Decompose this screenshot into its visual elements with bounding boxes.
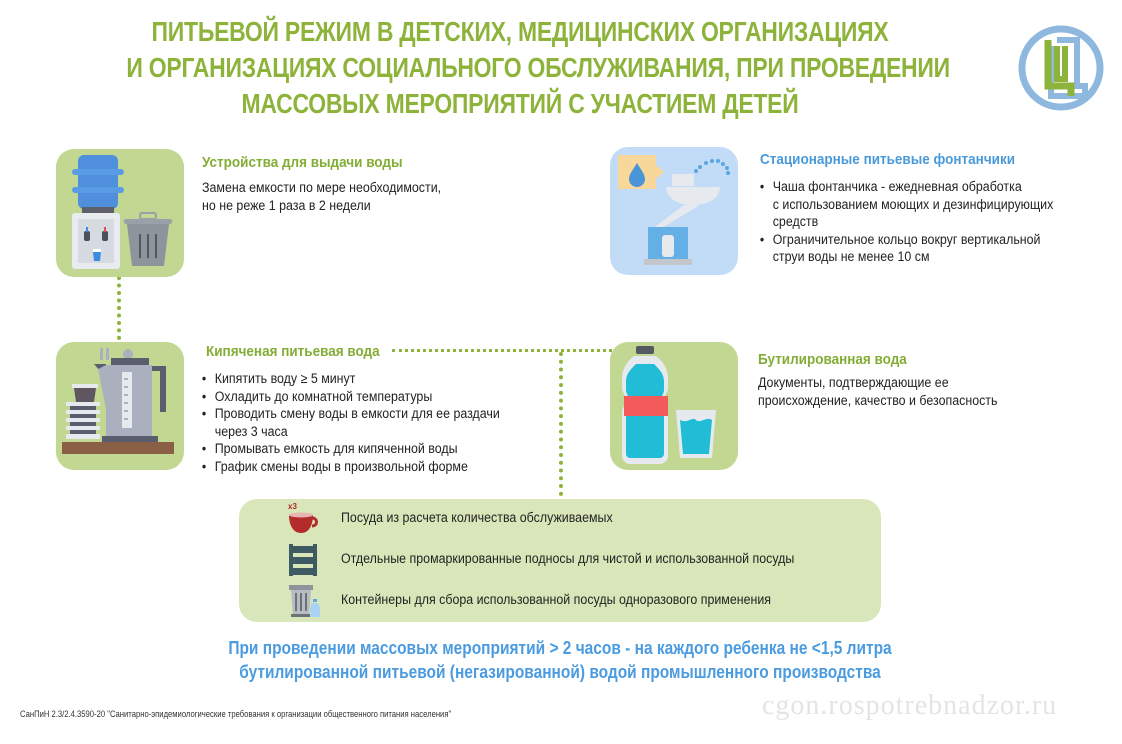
panel-item bbox=[239, 542, 881, 578]
bullet-item bbox=[758, 231, 1053, 266]
bullet-item bbox=[200, 458, 500, 476]
section-text-fountains bbox=[758, 178, 1053, 266]
section-text-dispensers bbox=[202, 179, 441, 214]
text-line: • Проводить смену воды в емкости для ее раздачи bbox=[214, 406, 500, 421]
text-line: через 3 часа bbox=[214, 423, 288, 439]
text-line: средств bbox=[772, 214, 819, 229]
kettle-icon bbox=[56, 342, 184, 470]
section-text-bottled bbox=[758, 374, 997, 409]
text-line: струи воды не менее 10 см bbox=[772, 249, 930, 264]
text-line: Замена емкости по мере необходимости, bbox=[202, 180, 442, 195]
requirements-panel bbox=[239, 499, 881, 622]
bullet-item bbox=[200, 440, 500, 458]
bottle-and-glass-icon bbox=[610, 342, 738, 470]
panel-item-text: Контейнеры для сбора использованной посуды одноразового применения bbox=[341, 592, 772, 607]
connector-line bbox=[559, 352, 563, 496]
cgon-logo-icon bbox=[1017, 24, 1105, 112]
section-heading-bottled: Бутилированная вода bbox=[758, 351, 907, 368]
title-line-2: И ОРГАНИЗАЦИЯХ СОЦИАЛЬНОГО ОБСЛУЖИВАНИЯ, ПРИ ПРОВЕДЕНИИ bbox=[126, 52, 950, 83]
text-line: • Кипятить воду ≥ 5 минут bbox=[214, 371, 356, 386]
text-line: • Охладить до комнатной температуры bbox=[214, 388, 433, 404]
site-watermark: cgon.rospotrebnadzor.ru bbox=[762, 690, 1058, 721]
panel-item-text: Отдельные промаркированные подносы для чистой и использованной посуды bbox=[341, 551, 795, 566]
section-heading-boiled: Кипяченая питьевая вода bbox=[206, 343, 380, 360]
text-line: • Чаша фонтанчика - ежедневная обработка bbox=[772, 179, 1022, 194]
notice-line: При проведении массовых мероприятий > 2 часов - на каждого ребенка не <1,5 литра bbox=[228, 638, 892, 658]
bullet-item bbox=[200, 405, 500, 440]
section-text-boiled bbox=[200, 370, 500, 475]
text-line: но не реже 1 раза в 2 недели bbox=[202, 197, 371, 213]
sanpin-footnote: СанПиН 2.3/2.4.3590-20 "Санитарно-эпидемиологические требования к организации общественного питания населения" bbox=[20, 709, 452, 719]
notice-line: бутилированной питьевой (негазированной) водой промышленного производства bbox=[239, 662, 881, 682]
page-title bbox=[126, 14, 950, 122]
title-line-1: ПИТЬЕВОЙ РЕЖИМ В ДЕТСКИХ, МЕДИЦИНСКИХ ОРГАНИЗАЦИЯХ bbox=[151, 16, 889, 47]
text-line: • График смены воды в произвольной форме bbox=[214, 458, 468, 474]
drinking-fountain-icon bbox=[610, 147, 738, 275]
water-cooler-icon bbox=[56, 149, 184, 277]
text-line: происхождение, качество и безопасность bbox=[758, 392, 998, 408]
text-line: с использованием моющих и дезинфицирующих bbox=[772, 196, 1054, 212]
text-line: • Ограничительное кольцо вокруг вертикальной bbox=[772, 231, 1041, 247]
cup-icon bbox=[283, 501, 323, 537]
svg-text:x3: x3 bbox=[288, 502, 297, 511]
text-line: Документы, подтверждающие ее bbox=[758, 375, 949, 390]
text-line: • Промывать емкость для кипяченной воды bbox=[214, 441, 458, 456]
bullet-item bbox=[200, 388, 500, 406]
connector-line bbox=[117, 276, 121, 340]
bullet-item bbox=[758, 178, 1053, 231]
mass-events-notice bbox=[216, 636, 904, 684]
tray-rack-icon bbox=[283, 542, 323, 578]
trash-container-icon bbox=[283, 583, 323, 619]
section-heading-fountains: Стационарные питьевые фонтанчики bbox=[760, 151, 1016, 168]
panel-item bbox=[239, 501, 881, 537]
panel-item-text: Посуда из расчета количества обслуживаемых bbox=[341, 510, 613, 525]
section-heading-dispensers: Устройства для выдачи воды bbox=[202, 154, 403, 171]
connector-line bbox=[392, 349, 612, 353]
title-line-3: МАССОВЫХ МЕРОПРИЯТИЙ С УЧАСТИЕМ ДЕТЕЙ bbox=[241, 88, 799, 119]
panel-item bbox=[239, 583, 881, 619]
bullet-item bbox=[200, 370, 500, 388]
